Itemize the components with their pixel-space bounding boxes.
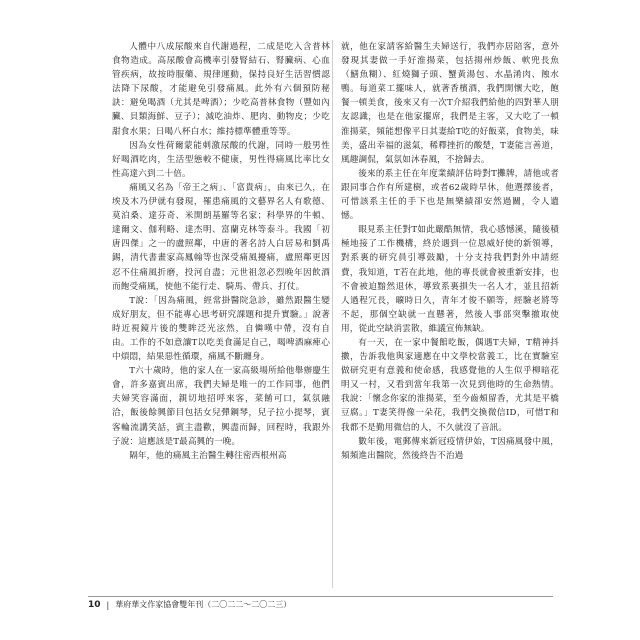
paragraph: T說：「因為痛風，經常掛醫院急診，雖然跟醫生變成好朋友，但不能專心思考研究課題和提升實驗。」說著時近視鏡片後的雙眸泛光泫然，自憐嘆中帶，沒有自由。工作的不如意讓T以吃美食滿足自己，喝啤酒麻痺心中煩悶，結果惡性循環，痛風不斷纏身。 [112,295,330,363]
paragraph: 就，他在家請客給醫生夫婦送行，我們亦居陪客，意外發現其妻做一手好淮揚菜，包括揚州炒飯、軟兜長魚（鱔魚糊）、紅燒獅子頭、蟹黃湯包、水晶淆肉、蝕水鴨。每道菜工擺味人，就著香檳酒，我們開懷大吃，飽餐一頓美食，後來又有一次T介紹我們給他的四對華人朋友認識，也是在他家擺席，我們是主客，又大吃了一頓淮揚菜，頻能想像平日其妻給T吃的好飯菜，食物美，味美，盛出幸福的滋氣，稀釋挫折的酸楚，T妻能言善道，風趣調侃，氣氛如沐春風，不捨歸去。 [341,42,559,165]
paragraph: 眼見系主任對T如此嚴酷無情，我心感憾溪，隨後積極地接了工作機構，終於遇到一位恩威好使的新領導，對系裏的研究員引導鼓勵，十分支持我們對外申請經費，我知道，T若在此地，他的專長就會被重新安排，也不會被迫黯然退休，導致系裏損失一名人才，並且招新人過程冗長，曠時日久，青年才俊不願等，經驗老將等不起，那個空缺就一直懸著，然後人事部突擊撤取使用，從此空缺消雲散，維議宣佈無缺。 [341,225,559,334]
footer-separator: | [106,601,110,610]
paragraph: 因為女性荷爾蒙能刺激尿酸的代謝，同時一般男性好喝酒吃肉，生活型態較不健康，男性得痛風比率比女性高達六到二十倍。 [112,140,330,179]
document-page [88,40,559,610]
left-column [112,40,330,588]
page-footer [88,596,553,610]
paragraph: 數年後，電郵傳來新冠疫情伊始，T因痛風發中風，頻頻進出醫院，然後終告不治過 [341,436,559,461]
page-number: 10 [88,600,101,610]
paragraph: 後來的系主任在年度業績評估時對T攤牌，請他或者跟同事合作有所建樹，或者62歲時早休，他選擇後者，可惜該系主任的手下也是無樂績卻安然過關，令人遺憾。 [341,168,559,222]
paragraph: 有一天，在一家中餐館吃飯，偶遇T夫婦，T精神抖擻，告訴我他與家適應在中文學校當義工，比在實驗室做研究更有意義和使命感，我感覺他的人生似乎柳暗花明又一村，又看到當年我第一次見到他時的生命熱情。我說：「懷念你家的淮揚菜，至今齒頰留香，尤其是平橋豆腐。」T妻笑得像一朵花，我們交換微信ID，可惜T和我都不是勤用微信的人，不久就沒了音訊。 [341,337,559,433]
paragraph: 隔年，他的痛風主治醫生轉往密西根州高 [129,450,287,461]
right-column [341,40,559,588]
paragraph: 痛風又名為「帝王之病」、「富貴病」，由來已久，在埃及木乃伊就有發現，罹患痛風的文藝界名人有歌德、莫泊桑、達芬奇、米開朗基羅等名家；科學界的牛頓、達爾文、伽利略、達杰明、富蘭克林等泰斗。我國「初唐四傑」之一的盧照鄰，中唐的著名詩人白居易和劉禹錫，清代書畫家高鳳翰等也深受痛風擾痛，盧照鄰更因忍不住痛風折磨，投河自盡；元世祖忽必烈晚年因飲酒而飽受痛風，使他不能行走、騎馬、帶兵、打仗。 [112,182,330,292]
publication-title: 華府華文作家協會雙年刊（二〇二二～二〇二三） [115,600,292,609]
paragraph: T六十歲時，他的家人在一家高級場所給他舉辦慶生會，許多嘉賓出席，我們夫婦是唯一的工作同事，他們夫婦笑容滿面，親切地招呼來客，菜餚可口，氣氛融洽，飯後餘興節目包括女兒彈鋼琴，兒子拉小提琴，賓客輪流講笑話，賓主盡歡，興盡而歸，回程時，我跟外子說：這應該是T最高興的一晚。 [112,366,330,447]
paragraph: 人體中八成尿酸來自代謝過程，二成是吃入含普林食物造成。高尿酸會高機率引發腎結石、腎臟病、心血管疾病，故按時服藥、規律運動，保持良好生活習慣認法降下尿酸，才能避免引發痛風。此外有六個預防秘訣：避免喝酒（尤其是啤酒）；少吃高普林食物（豐如內臟、貝類海鮮、豆子）；減吃油炸、肥肉、動物皮；少吃甜食水果；日喝八杯白水；維持標準體重等等。 [112,42,330,137]
column-divider [332,40,333,588]
